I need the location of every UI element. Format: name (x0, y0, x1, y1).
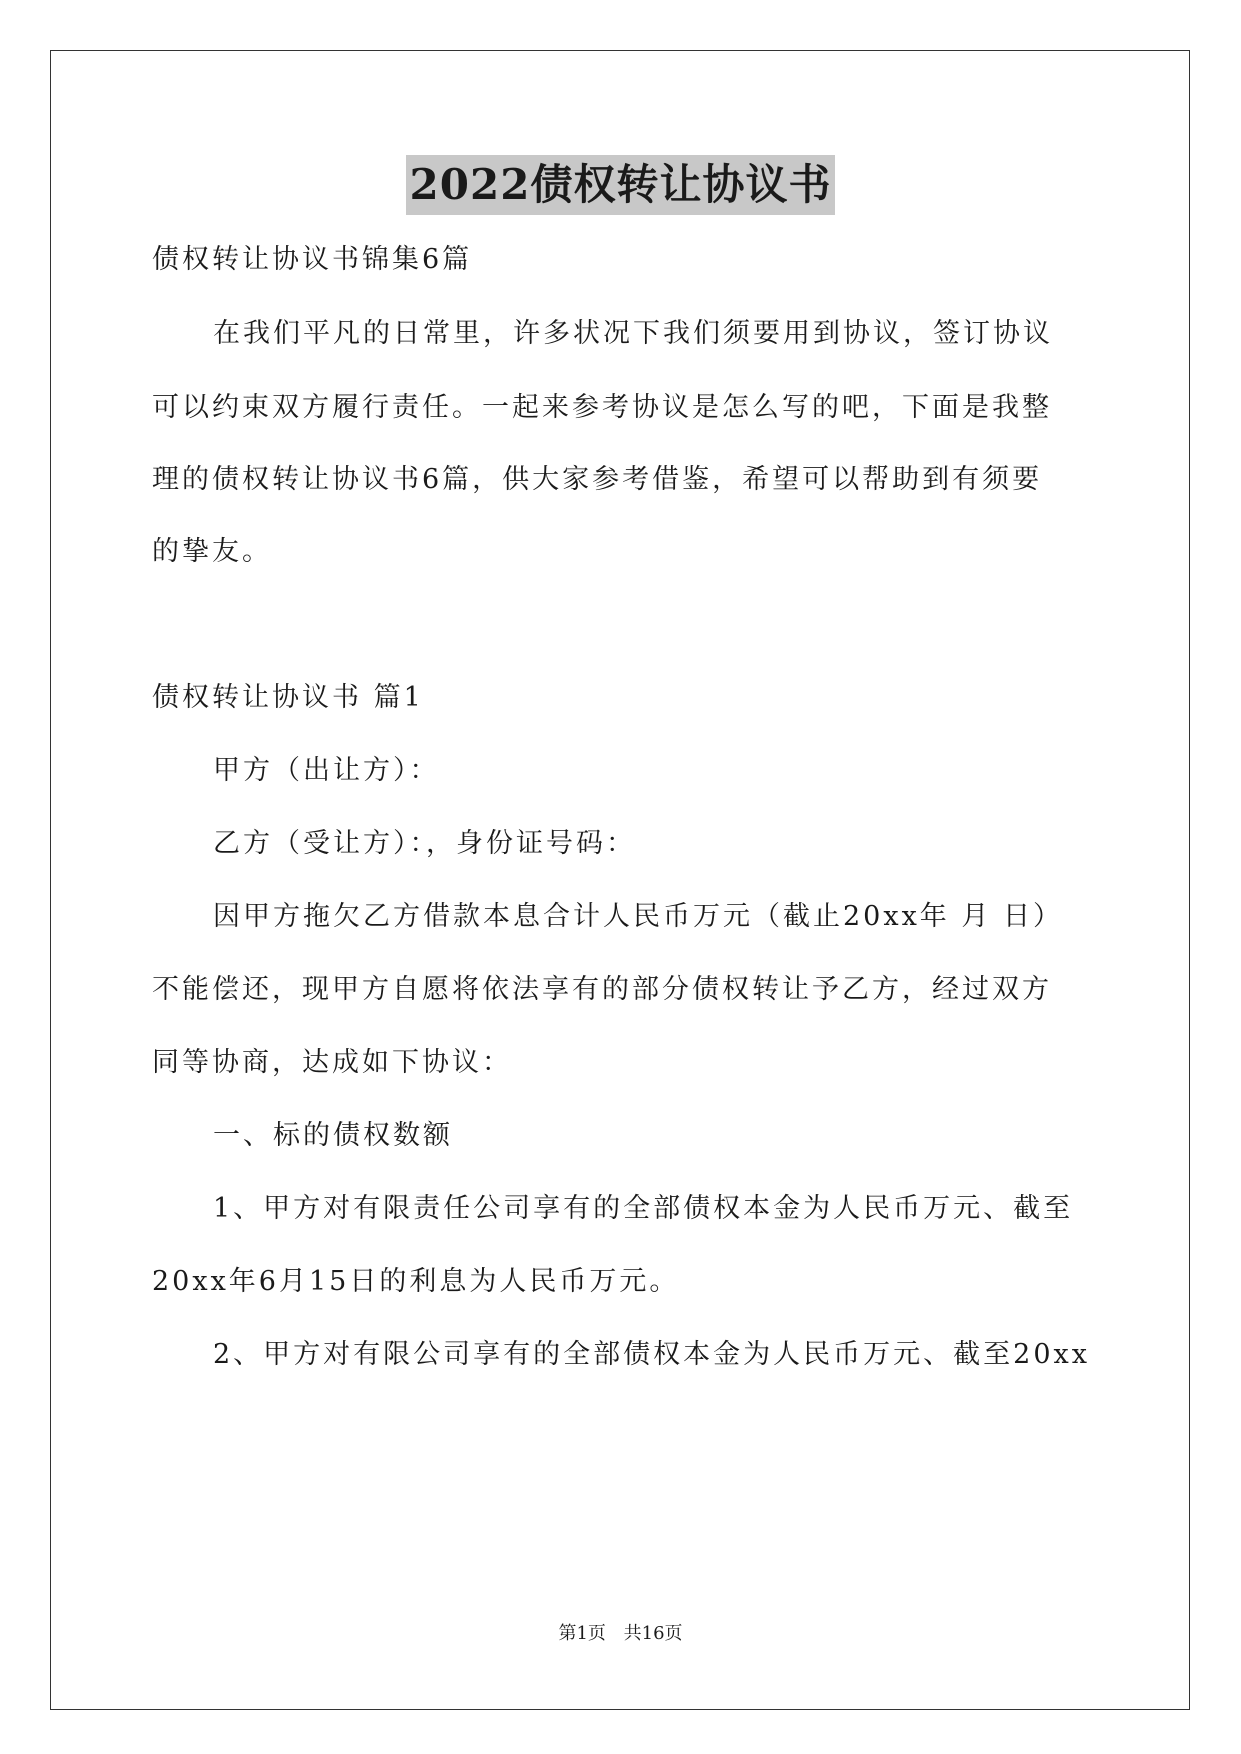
clause-heading: 一、标的债权数额 (213, 1120, 453, 1151)
party-a-line: 甲方（出让方）： (213, 755, 440, 786)
party-b-line: 乙方（受让方）：，身份证号码： (213, 828, 636, 859)
clause-item-line: 20xx年6月15日的利息为人民币万元。 (152, 1266, 680, 1297)
paragraph-line: 同等协商，达成如下协议： (152, 1047, 512, 1078)
paragraph-line: 不能偿还，现甲方自愿将依法享有的部分债权转让予乙方，经过双方 (152, 974, 1052, 1005)
page-number: 第1页 (558, 1623, 606, 1644)
page-footer (0, 1622, 1241, 1646)
intro-line: 可以约束双方履行责任。一起来参考协议是怎么写的吧，下面是我整 (152, 392, 1052, 423)
intro-line: 的挚友。 (152, 536, 272, 567)
page-border (50, 50, 1190, 1710)
clause-item-line: 1、甲方对有限责任公司享有的全部债权本金为人民币万元、截至 (213, 1193, 1074, 1224)
intro-line: 在我们平凡的日常里，许多状况下我们须要用到协议，签订协议 (213, 318, 1053, 349)
title-container (0, 155, 1241, 215)
paragraph-line: 因甲方拖欠乙方借款本息合计人民币万元（截止20xx年 月 日） (213, 901, 1063, 932)
section-heading: 债权转让协议书 篇1 (152, 682, 424, 713)
clause-item-line: 2、甲方对有限公司享有的全部债权本金为人民币万元、截至20xx (213, 1339, 1090, 1370)
document-title: 2022债权转让协议书 (406, 155, 836, 215)
page-total: 共16页 (623, 1623, 683, 1644)
intro-line: 理的债权转让协议书6篇，供大家参考借鉴，希望可以帮助到有须要 (152, 464, 1043, 495)
subtitle: 债权转让协议书锦集6篇 (152, 244, 473, 275)
